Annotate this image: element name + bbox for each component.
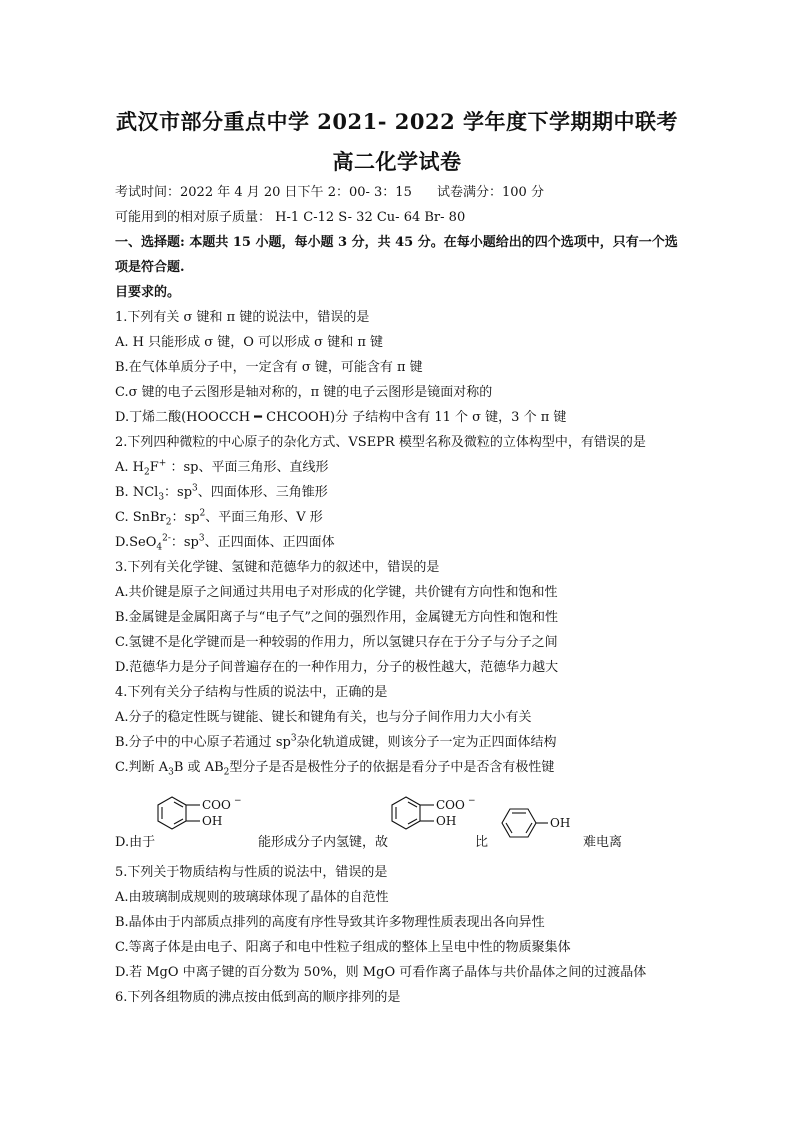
- q2-option-b: [115, 484, 328, 502]
- q5-option-a: A.由玻璃制成规则的玻璃球体现了晶体的自范性: [115, 890, 389, 905]
- q2-a-mid: F: [149, 460, 159, 475]
- q1-stem: 1.下列有关 σ 键和 π 键的说法中，错误的是: [115, 310, 370, 325]
- q4-option-d-mid1: 能形成分子内氢键，故: [258, 835, 389, 850]
- mol-charge: −: [234, 796, 242, 806]
- q4-c-post: 型分子是否是极性分子的依据是看分子中是否含有极性键: [229, 760, 555, 775]
- q1-option-c: C.σ 键的电子云图形是轴对称的，π 键的电子云图形是镜面对称的: [115, 385, 493, 400]
- q2-a-sub: 2: [144, 467, 150, 478]
- q2-d-mid: ：sp: [170, 535, 199, 550]
- q3-stem: 3.下列有关化学键、氢键和范德华力的叙述中，错误的是: [115, 560, 440, 575]
- q2-option-d: [115, 534, 335, 552]
- q2-b-sub: 3: [158, 492, 165, 503]
- section-heading: 一、选择题: 本题共 15 小题，每小题 3 分，共 45 分。在每小题给出的四个选项中，只有一个选: [115, 235, 678, 250]
- q3-option-a: A.共价键是原子之间通过共用电子对形成的化学键，共价键有方向性和饱和性: [115, 585, 558, 600]
- q2-option-a: [115, 459, 328, 477]
- salicylate-structure: [152, 793, 252, 843]
- q3-option-d: D.范德华力是分子间普遍存在的一种作用力，分子的极性越大，范德华力越大: [115, 660, 559, 675]
- exam-subtitle: 高二化学试卷: [332, 149, 462, 174]
- q5-option-d: D.若 MgO 中离子键的百分数为 50%，则 MgO 可看作离子晶体与共价晶体之间的过渡晶体: [115, 965, 647, 980]
- atomic-masses: 可能用到的相对原子质量： H-1 C-12 S- 32 Cu- 64 Br- 80: [115, 210, 466, 225]
- q2-d-sup1: 2-: [162, 533, 171, 544]
- mol-group-oh: OH: [550, 816, 571, 830]
- q1-option-d: D.丁烯二酸(HOOCCH ━ CHCOOH)分 子结构中含有 11 个 σ 键，3 个 π 键: [115, 410, 567, 425]
- q1-option-a: A. H 只能形成 σ 键，O 可以形成 σ 键和 π 键: [115, 335, 383, 350]
- q4-c-sub1: 3: [168, 767, 174, 778]
- q3-option-c: C.氢键不是化学键而是一种较弱的作用力，所以氢键只存在于分子与分子之间: [115, 635, 558, 650]
- q4-b-post: 杂化轨道成键，则该分子一定为正四面体结构: [296, 735, 557, 750]
- q2-d-prefix: D.SeO: [115, 535, 157, 550]
- exam-time: 考试时间：2022 年 4 月 20 日下午 2：00- 3：15: [115, 185, 412, 200]
- exam-score: 试卷满分：100 分: [437, 185, 544, 200]
- q4-option-d-pre: D.由于: [115, 835, 156, 850]
- q2-b-sup: 3: [192, 483, 198, 494]
- mol-charge: −: [468, 796, 476, 806]
- exam-title: 武汉市部分重点中学 2021- 2022 学年度下学期期中联考: [115, 109, 679, 134]
- q3-option-b: B.金属键是金属阳离子与“电子气”之间的强烈作用，金属键无方向性和饱和性: [115, 610, 558, 625]
- q2-stem: 2.下列四种微粒的中心原子的杂化方式、VSEPR 模型名称及微粒的立体构型中，有错误的是: [115, 435, 646, 450]
- q2-option-c: [115, 509, 323, 527]
- q4-option-a: A.分子的稳定性既与键能、键长和键角有关，也与分子间作用力大小有关: [115, 710, 532, 725]
- q2-c-rest: 、平面三角形、V 形: [205, 510, 323, 525]
- q6-stem: 6.下列各组物质的沸点按由低到高的顺序排列的是: [115, 990, 401, 1005]
- q2-c-sup: 2: [199, 508, 206, 519]
- q4-b-sup: 3: [290, 733, 297, 744]
- q2-b-rest: 、四面体形、三角锥形: [197, 485, 328, 500]
- q4-c-pre: C.判断 A: [115, 760, 169, 775]
- q2-d-sub: 4: [156, 542, 163, 553]
- section-heading-cont: 项是符合题.: [115, 260, 185, 275]
- mol-group-oh: OH: [436, 814, 457, 828]
- q1-option-b: B.在气体单质分子中，一定含有 σ 键，可能含有 π 键: [115, 360, 423, 375]
- q4-option-b: [115, 734, 557, 752]
- q4-option-c: [115, 759, 554, 777]
- q4-c-mid1: B 或 AB: [173, 760, 224, 775]
- q2-c-sub: 2: [165, 517, 172, 528]
- mol-group-oh: OH: [202, 814, 223, 828]
- mol-group-coo: COO: [436, 798, 465, 812]
- section-heading-cont2: 目要求的。: [115, 285, 181, 300]
- q2-a-rest: ：sp、平面三角形、直线形: [166, 460, 329, 475]
- q4-option-d-mid2: 比: [475, 835, 489, 850]
- q2-d-rest: 、正四面体、正四面体: [204, 535, 335, 550]
- q2-a-prefix: A. H: [115, 460, 144, 475]
- q5-stem: 5.下列关于物质结构与性质的说法中，错误的是: [115, 865, 388, 880]
- phenol-structure: [492, 803, 582, 845]
- q2-a-sup: +: [158, 458, 167, 469]
- q2-b-prefix: B. NCl: [115, 485, 159, 500]
- q5-option-c: C.等离子体是由电子、阳离子和电中性粒子组成的整体上呈电中性的物质聚集体: [115, 940, 571, 955]
- q4-b-pre: B.分子中的中心原子若通过 sp: [115, 735, 291, 750]
- q2-d-sup2: 3: [198, 533, 205, 544]
- mol-group-coo: COO: [202, 798, 231, 812]
- salicylate-structure-2: [386, 793, 486, 843]
- q4-stem: 4.下列有关分子结构与性质的说法中，正确的是: [115, 685, 388, 700]
- q4-option-d-post: 难电离: [583, 835, 623, 850]
- q2-c-mid: ：sp: [171, 510, 200, 525]
- q2-c-prefix: C. SnBr: [115, 510, 166, 525]
- q5-option-b: B.晶体由于内部质点排列的高度有序性导致其许多物理性质表现出各向异性: [115, 915, 545, 930]
- q4-c-sub2: 2: [223, 767, 230, 778]
- q2-b-mid: ：sp: [164, 485, 193, 500]
